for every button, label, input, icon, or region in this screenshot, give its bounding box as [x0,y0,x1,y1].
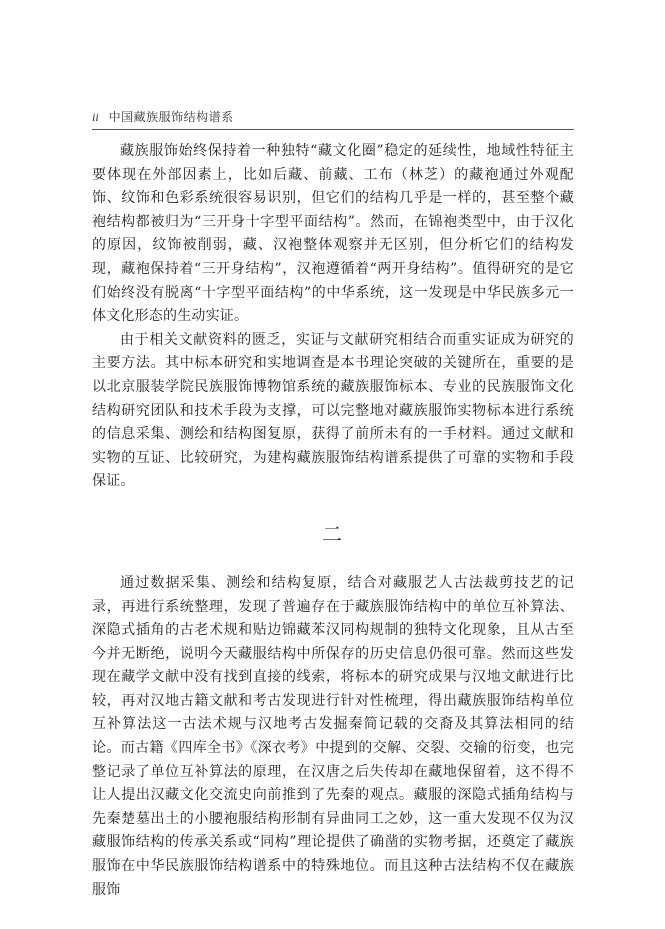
section-number: 二 [322,521,344,546]
paragraph: 通过数据采集、测绘和结构复原，结合对藏服艺人古法裁剪技艺的记录，再进行系统整理，发现了普遍存在于藏族服饰结构中的单位互补算法、深隐式插角的古老术规和贴边锦藏苯汉同构规制的独特文化现象，且从古至今并无断绝，说明今天藏服结构中所保存的历史信息仍很可靠。然而这些发现在藏学文献中没有找到直接的线索，将标本的研究成果与汉地文献进行比较，再对汉地古籍文献和考古发现进行针对性梳理，得出藏族服饰结构单位互补算法这一古法术规与汉地考古发掘秦简记载的交裔及其算法相同的结论。而古籍《四库全书》《深衣考》中提到的交解、交裂、交输的衍变，也完整记录了单位互补算法的原理，在汉唐之后失传却在藏地保留着，这不得不让人提出汉藏文化交流史向前推到了先秦的观点。藏服的深隐式插角结构与先秦楚墓出土的小腰袍服结构形制有异曲同工之妙，这一重大发现不仅为汉藏服饰结构的传承关系或“同构”理论提供了确凿的实物考据，还奠定了藏族服饰在中华民族服饰结构谱系中的特殊地位。而且这种古法结构不仅在藏族服饰 [92,574,574,898]
page-number: ii [92,110,99,124]
paragraph: 藏族服饰始终保持着一种独特“藏文化圈”稳定的延续性，地域性特征主要体现在外部因素上，比如后藏、前藏、工布（林芝）的藏袍通过外观配饰、纹饰和色彩系统很容易识别，但它们的结构几乎是一样的，甚至整个藏袍结构都被归为“三开身十字型平面结构”。然而，在锦袍类型中，由于汉化的原因，纹饰被削弱，藏、汉袍整体观察并无区别，但分析它们的结构发现，藏袍保持着“三开身结构”，汉袍遵循着“两开身结构”。值得研究的是它们始终没有脱离“十字型平面结构”的中华系统，这一发现是中华民族多元一体文化形态的生动实证。 [92,143,574,325]
running-header [92,104,574,130]
paragraph: 由于相关文献资料的匮乏，实证与文献研究相结合而重实证成为研究的主要方法。其中标本研究和实地调查是本书理论突破的关键所在，重要的是以北京服装学院民族服饰博物馆系统的藏族服饰标本、专业的民族服饰文化结构研究团队和技术手段为支撑，可以完整地对藏族服饰实物标本进行系统的信息采集、测绘和结构图复原，获得了前所未有的一手材料。通过文献和实物的互证、比较研究，为建构藏族服饰结构谱系提供了可靠的实物和手段保证。 [92,331,574,490]
book-title: 中国藏族服饰结构谱系 [108,110,234,124]
body-text [92,140,574,902]
